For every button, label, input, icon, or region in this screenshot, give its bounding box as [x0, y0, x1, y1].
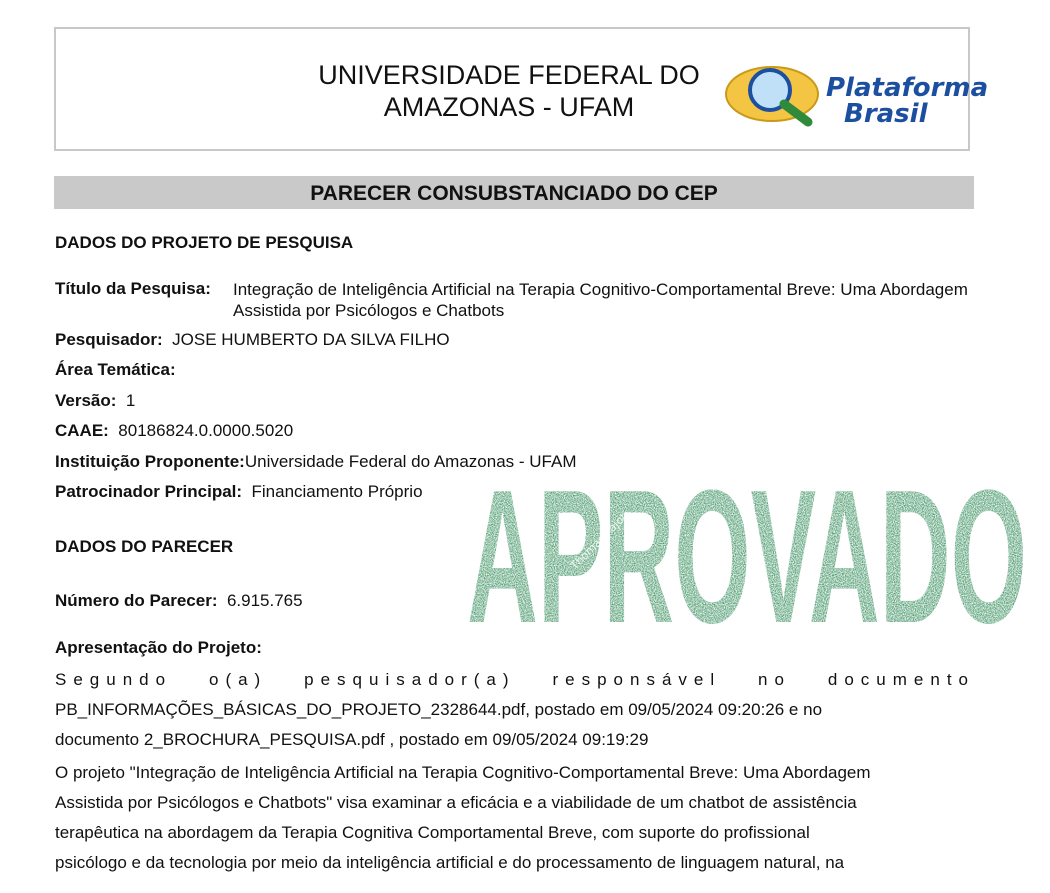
- projeto-heading: DADOS DO PROJETO DE PESQUISA: [55, 233, 354, 252]
- logo-text-line2: Brasil: [844, 99, 928, 129]
- paragraph-1-line-2: PB_INFORMAÇÕES_BÁSICAS_DO_PROJETO_2328644.pdf, postado em 09/05/2024 09:20:26 e no: [55, 700, 823, 719]
- versao-row: [55, 391, 135, 411]
- parecer-heading: DADOS DO PARECER: [55, 537, 234, 556]
- numero-value: 6.915.765: [226, 591, 303, 610]
- document-header: [54, 27, 989, 151]
- university-name-line2: AMAZONAS - UFAM: [383, 92, 635, 122]
- plataforma-brasil-logo: [720, 56, 989, 130]
- numero-label: Número do Parecer:: [55, 591, 218, 610]
- paragraph-2-line-1: O projeto "Integração de Inteligência Artificial na Terapia Cognitivo-Comportamental Breve: Uma Abordagem: [55, 763, 871, 782]
- area-row: [55, 360, 176, 380]
- stamp-text: APROVADO: [467, 451, 1027, 663]
- patrocinador-row: [55, 482, 423, 502]
- apresentacao-paragraph-1: [55, 665, 975, 755]
- patrocinador-value: Financiamento Próprio: [251, 482, 423, 501]
- apresentacao-paragraph-2: [55, 758, 975, 878]
- stamp-watermark: Thomas Pajot: [567, 510, 630, 573]
- pesquisador-row: [55, 330, 450, 350]
- caae-value: 80186824.0.0000.5020: [118, 421, 294, 440]
- paragraph-2-line-2: Assistida por Psicólogos e Chatbots" visa examinar a eficácia e a viabilidade de um chatbot de assistência: [55, 793, 857, 812]
- paragraph-2-line-3: terapêutica na abordagem da Terapia Cognitiva Comportamental Breve, com suporte do profissional: [55, 823, 810, 842]
- patrocinador-label: Patrocinador Principal:: [55, 482, 243, 501]
- titulo-value: Integração de Inteligência Artificial na Terapia Cognitivo-Comportamental Breve: Uma Abordagem Assistida por Psicólogos e Chatbots: [233, 280, 968, 320]
- aprovado-stamp: [460, 450, 1035, 663]
- instituicao-label: Instituição Proponente:: [55, 452, 245, 471]
- titulo-label: [55, 279, 211, 299]
- numero-row: [55, 591, 303, 611]
- university-name-line1: UNIVERSIDADE FEDERAL DO: [318, 60, 700, 90]
- pesquisador-label: Pesquisador:: [55, 330, 163, 349]
- section-title: PARECER CONSUBSTANCIADO DO CEP: [54, 176, 974, 209]
- versao-value: 1: [125, 391, 136, 410]
- versao-label: Versão:: [55, 391, 117, 410]
- pesquisador-value: JOSE HUMBERTO DA SILVA FILHO: [172, 330, 450, 349]
- paragraph-1-line-3: documento 2_BROCHURA_PESQUISA.pdf , postado em 09/05/2024 09:19:29: [55, 730, 649, 749]
- logo-text-line1: Plataforma: [826, 73, 989, 103]
- paragraph-1-line-1: Segundo o(a) pesquisador(a) responsável no documento: [55, 670, 975, 689]
- titulo-label-text: Título da Pesquisa:: [55, 279, 211, 298]
- paragraph-2-line-4: psicólogo e da tecnologia por meio da inteligência artificial e do processamento de linguagem natural, na: [55, 853, 845, 872]
- caae-row: [55, 421, 293, 441]
- area-label: Área Temática:: [55, 360, 176, 379]
- apresentacao-heading: Apresentação do Projeto:: [55, 638, 262, 657]
- instituicao-value: Universidade Federal do Amazonas - UFAM: [244, 452, 577, 471]
- university-name: [304, 59, 714, 123]
- caae-label: CAAE:: [55, 421, 109, 440]
